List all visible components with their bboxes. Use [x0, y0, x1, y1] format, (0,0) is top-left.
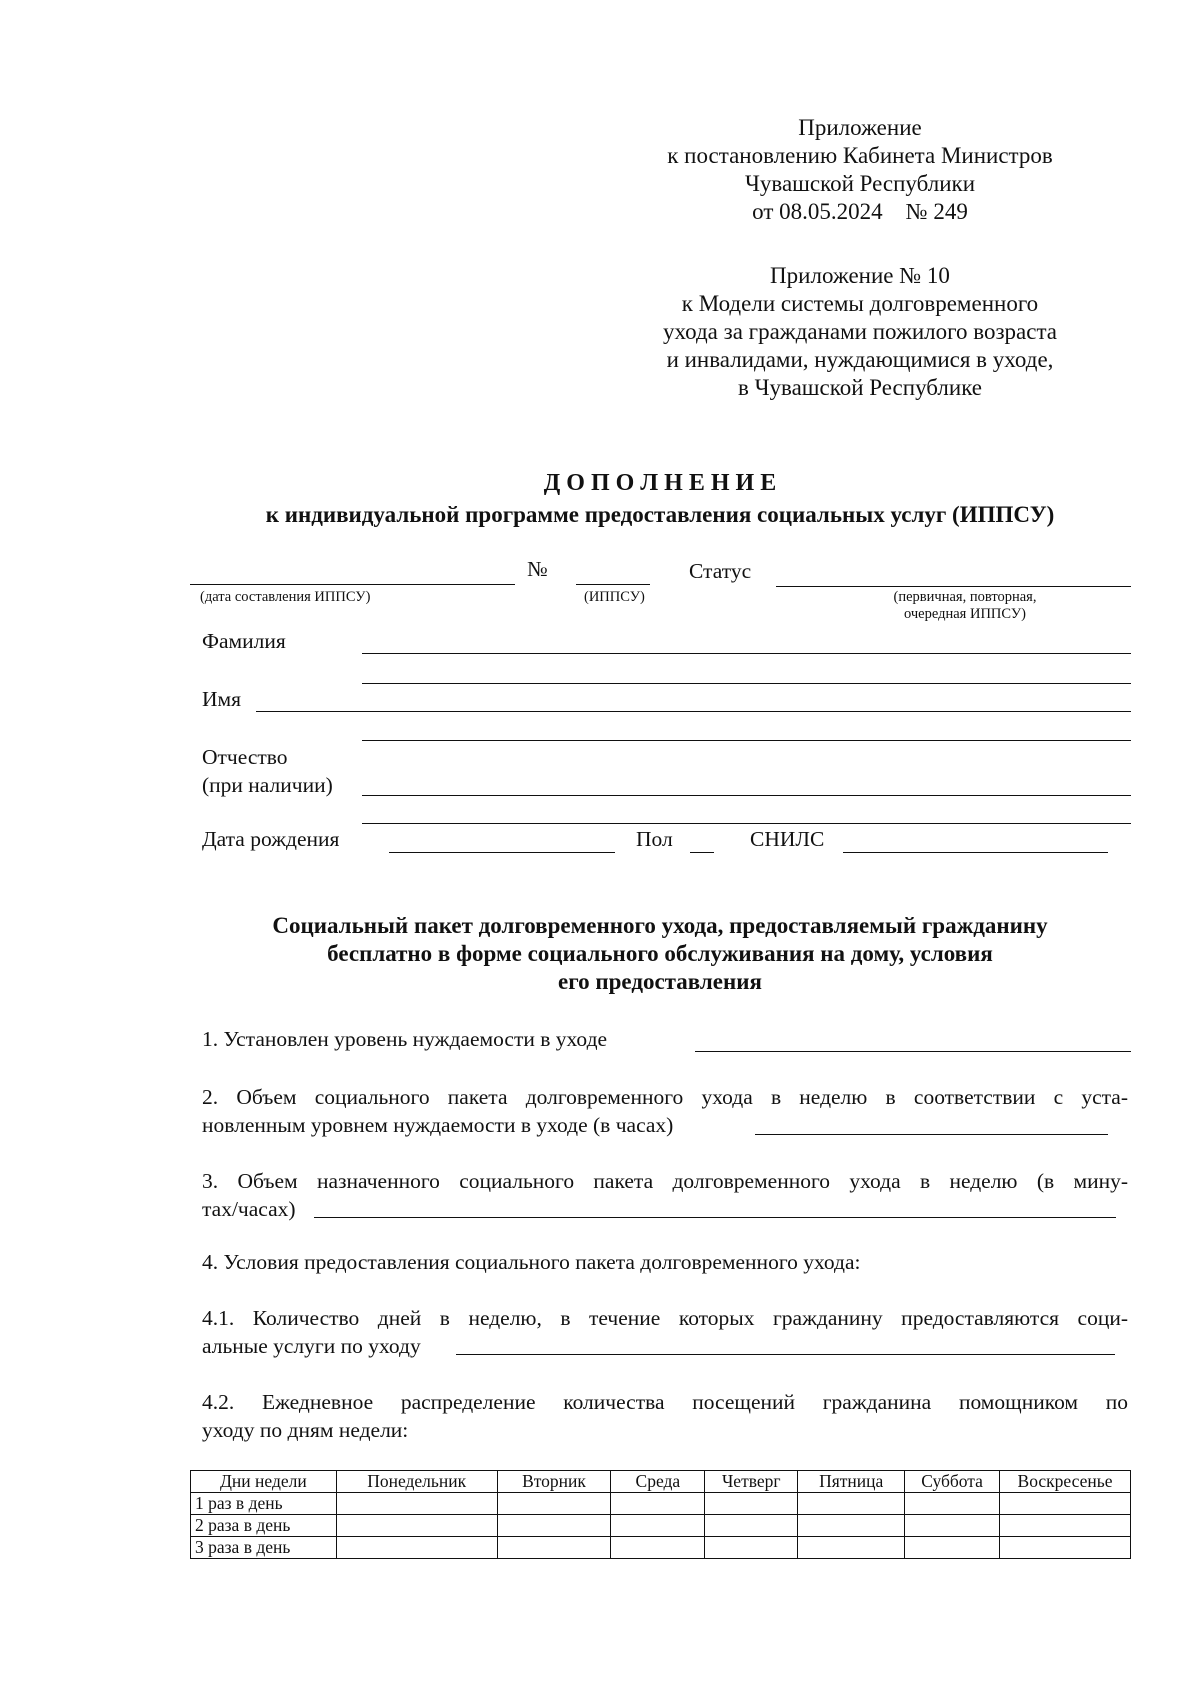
status-label: Статус [689, 559, 752, 583]
status-field-line[interactable] [776, 586, 1131, 587]
document-title: Д О П О Л Н Е Н И Е [543, 470, 777, 496]
item-3-line-1: 3. Объем назначенного социального пакета долговременного ухода в неделю (в мину- [202, 1169, 1128, 1193]
item-1-field-line[interactable] [695, 1051, 1131, 1052]
item-4-2-text [202, 1388, 1128, 1444]
item-2-field-line[interactable] [755, 1134, 1108, 1135]
item-2-line-1: 2. Объем социального пакета долговременного ухода в неделю в соответствии с уста- [202, 1085, 1128, 1109]
table-cell[interactable] [497, 1493, 611, 1515]
section-title [190, 912, 1130, 996]
table-header-cell: Суббота [905, 1471, 1000, 1493]
table-header-cell: Среда [611, 1471, 705, 1493]
name-field-line[interactable] [256, 711, 1131, 712]
patronymic-label [202, 743, 333, 799]
visits-schedule-table [190, 1470, 1131, 1559]
item-3-line-2: тах/часах) [202, 1197, 296, 1221]
section-title-line-2: бесплатно в форме социального обслуживания на дому, условия [327, 941, 993, 966]
item-3-text [202, 1167, 1128, 1223]
table-header-cell: Дни недели [191, 1471, 337, 1493]
surname-extra-line[interactable] [362, 683, 1131, 684]
table-cell[interactable] [336, 1537, 497, 1559]
table-cell[interactable] [497, 1537, 611, 1559]
model-appendix-line-4: и инвалидами, нуждающимися в уходе, [666, 347, 1054, 372]
table-row [191, 1537, 1131, 1559]
appendix-header [620, 114, 1100, 226]
snils-field-line[interactable] [843, 852, 1108, 853]
item-4-1-field-line[interactable] [456, 1354, 1115, 1355]
model-appendix-line-1: Приложение № 10 [770, 263, 950, 288]
surname-label: Фамилия [202, 629, 286, 653]
item-1-text: 1. Установлен уровень нуждаемости в уходе [202, 1027, 608, 1051]
model-appendix-line-5: в Чувашской Республике [737, 375, 982, 400]
table-cell[interactable] [611, 1537, 705, 1559]
row-label-cell: 2 раза в день [191, 1515, 337, 1537]
table-header-cell: Пятница [798, 1471, 905, 1493]
table-header-cell: Четверг [705, 1471, 798, 1493]
patronymic-label-line-2: (при наличии) [202, 773, 333, 797]
item-2-line-2: новленным уровнем нуждаемости в уходе (в часах) [202, 1113, 674, 1137]
table-cell[interactable] [905, 1493, 1000, 1515]
table-cell[interactable] [611, 1493, 705, 1515]
table-cell[interactable] [705, 1493, 798, 1515]
table-row [191, 1515, 1131, 1537]
name-label: Имя [202, 687, 242, 711]
snils-label: СНИЛС [750, 827, 825, 851]
appendix-line-4: от 08.05.2024 № 249 [752, 199, 968, 224]
table-cell[interactable] [905, 1537, 1000, 1559]
table-header-cell: Понедельник [336, 1471, 497, 1493]
birth-date-field-line[interactable] [389, 852, 615, 853]
item-4-2-line-2: уходу по дням недели: [202, 1418, 409, 1442]
table-header-cell: Вторник [497, 1471, 611, 1493]
row-label-cell: 3 раза в день [191, 1537, 337, 1559]
table-cell[interactable] [1000, 1515, 1131, 1537]
status-hint [830, 589, 1100, 623]
item-4-1-line-1: 4.1. Количество дней в неделю, в течение которых гражданину предоставляются соци- [202, 1306, 1128, 1330]
item-3-field-line[interactable] [314, 1217, 1116, 1218]
item-2-text [202, 1083, 1128, 1139]
table-cell[interactable] [798, 1493, 905, 1515]
item-4-text: 4. Условия предоставления социального пакета долговременного ухода: [202, 1250, 861, 1274]
birth-date-label: Дата рождения [202, 827, 340, 851]
row-label-cell: 1 раз в день [191, 1493, 337, 1515]
appendix-line-2: к постановлению Кабинета Министров [667, 143, 1053, 168]
table-cell[interactable] [336, 1515, 497, 1537]
table-cell[interactable] [705, 1515, 798, 1537]
table-cell[interactable] [611, 1515, 705, 1537]
table-cell[interactable] [798, 1537, 905, 1559]
section-title-line-3: его предоставления [558, 969, 762, 994]
document-subtitle: к индивидуальной программе предоставления социальных услуг (ИППСУ) [265, 502, 1055, 527]
table-header-row [191, 1471, 1131, 1493]
appendix-line-3: Чувашской Республики [744, 171, 976, 196]
appendix-line-1: Приложение [798, 115, 922, 140]
item-4-1-line-2: альные услуги по уходу [202, 1334, 421, 1358]
table-cell[interactable] [1000, 1537, 1131, 1559]
ippsu-hint: (ИППСУ) [584, 589, 645, 605]
model-appendix-line-3: ухода за гражданами пожилого возраста [662, 319, 1057, 344]
sex-label: Пол [636, 827, 673, 851]
item-4-2-line-1: 4.2. Ежедневное распределение количества посещений гражданина помощником по [202, 1390, 1128, 1414]
table-cell[interactable] [798, 1515, 905, 1537]
number-field-line[interactable] [576, 584, 650, 585]
section-title-line-1: Социальный пакет долговременного ухода, предоставляемый гражданину [272, 913, 1048, 938]
date-field-line[interactable] [190, 584, 515, 585]
number-label: № [527, 557, 548, 581]
patronymic-extra-line[interactable] [362, 823, 1131, 824]
table-cell[interactable] [705, 1537, 798, 1559]
patronymic-field-line[interactable] [362, 795, 1131, 796]
table-cell[interactable] [497, 1515, 611, 1537]
name-extra-line[interactable] [362, 740, 1131, 741]
table-cell[interactable] [905, 1515, 1000, 1537]
status-hint-line-1: (первичная, повторная, [893, 589, 1037, 605]
item-4-1-text [202, 1304, 1128, 1360]
surname-field-line[interactable] [362, 653, 1131, 654]
model-appendix-header [620, 262, 1100, 402]
sex-field-line[interactable] [690, 852, 714, 853]
model-appendix-line-2: к Модели системы долговременного [681, 291, 1039, 316]
table-header-cell: Воскресенье [1000, 1471, 1131, 1493]
patronymic-label-line-1: Отчество [202, 745, 288, 769]
status-hint-line-2: очередная ИППСУ) [904, 606, 1026, 622]
table-row [191, 1493, 1131, 1515]
date-hint: (дата составления ИППСУ) [200, 589, 371, 605]
table-cell[interactable] [1000, 1493, 1131, 1515]
table-cell[interactable] [336, 1493, 497, 1515]
